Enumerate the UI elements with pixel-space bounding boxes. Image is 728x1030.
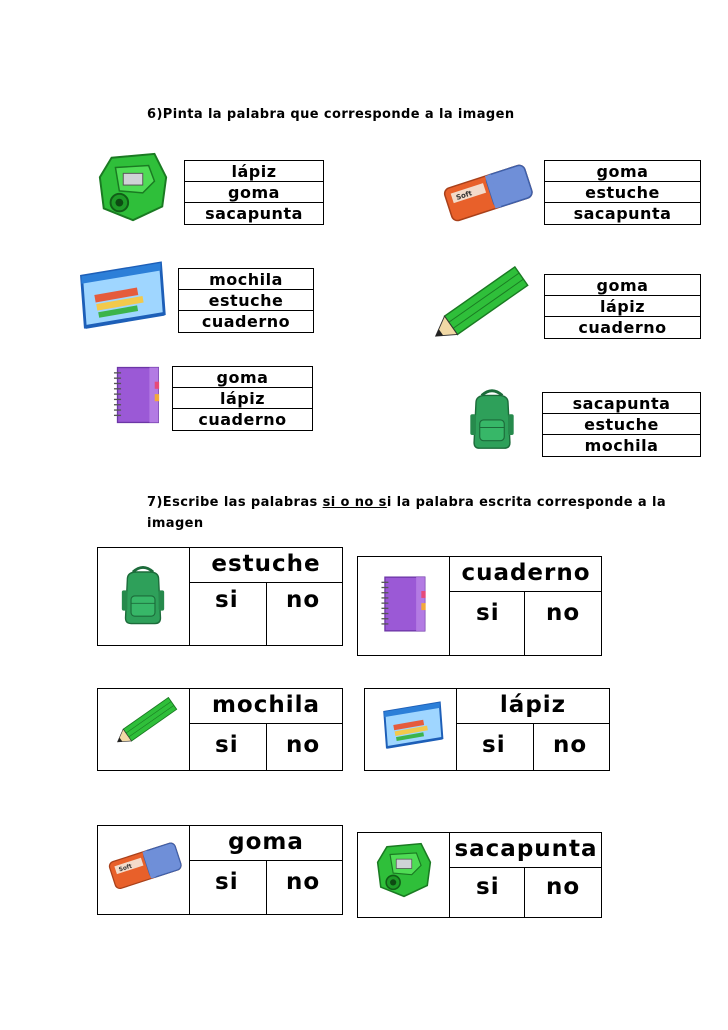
option-word[interactable]: lápiz: [185, 161, 323, 182]
eraser-icon: [104, 838, 186, 892]
no-label[interactable]: no: [546, 874, 581, 900]
word-options-notebook: [172, 366, 313, 431]
sharpener-icon: [372, 839, 436, 901]
section6-heading: 6)Pinta la palabra que corresponde a la imagen: [147, 107, 515, 122]
card-word: estuche: [211, 551, 321, 577]
notebook-icon: [108, 364, 166, 426]
section7-heading: 7)Escribe las palabras si o no si la palabra escrita corresponde a la imagen: [147, 495, 667, 531]
option-word[interactable]: estuche: [545, 182, 700, 203]
pencil-case-icon: [379, 697, 445, 753]
answer-card: [97, 688, 343, 771]
no-label[interactable]: no: [553, 732, 588, 758]
answer-card: [357, 556, 602, 656]
eraser-icon: [438, 160, 538, 224]
card-word: sacapunta: [454, 836, 598, 862]
word-options-pencil: [544, 274, 701, 339]
option-word[interactable]: sacapunta: [543, 393, 700, 414]
option-word[interactable]: goma: [545, 275, 700, 296]
option-word[interactable]: goma: [545, 161, 700, 182]
yes-label[interactable]: si: [482, 732, 506, 758]
card-word: cuaderno: [461, 560, 591, 586]
option-word[interactable]: sacapunta: [573, 204, 672, 223]
yes-label[interactable]: si: [476, 600, 500, 626]
card-word: lápiz: [499, 692, 567, 718]
pencil-icon: [110, 697, 182, 747]
no-label[interactable]: no: [286, 732, 321, 758]
option-word[interactable]: sacapunta: [205, 204, 303, 223]
option-word[interactable]: cuaderno: [201, 312, 291, 331]
yes-label[interactable]: si: [215, 732, 239, 758]
answer-card: [357, 832, 602, 918]
answer-card: [97, 825, 343, 915]
option-word[interactable]: mochila: [584, 436, 659, 455]
backpack-icon: [120, 562, 166, 628]
answer-card: [364, 688, 610, 771]
yes-label[interactable]: si: [215, 587, 239, 613]
yes-label[interactable]: si: [215, 869, 239, 895]
pencil-case-icon: [74, 256, 168, 334]
word-options-backpack: [542, 392, 701, 457]
option-word[interactable]: lápiz: [545, 296, 700, 317]
option-word[interactable]: goma: [173, 367, 312, 388]
no-label[interactable]: no: [286, 869, 321, 895]
yes-label[interactable]: si: [476, 874, 500, 900]
notebook-icon: [378, 571, 430, 637]
pencil-icon: [424, 266, 536, 344]
card-word: goma: [228, 829, 304, 855]
option-word[interactable]: lápiz: [173, 388, 312, 409]
option-word[interactable]: estuche: [543, 414, 700, 435]
option-word[interactable]: estuche: [179, 290, 313, 311]
sharpener-icon: [94, 148, 172, 226]
word-options-eraser: [544, 160, 701, 225]
card-word: mochila: [211, 692, 321, 718]
word-options-pencil-case: [178, 268, 314, 333]
backpack-icon: [468, 386, 516, 452]
option-word[interactable]: goma: [185, 182, 323, 203]
word-options-sharpener: [184, 160, 324, 225]
option-word[interactable]: mochila: [179, 269, 313, 290]
option-word[interactable]: cuaderno: [578, 318, 667, 337]
no-label[interactable]: no: [286, 587, 321, 613]
option-word[interactable]: cuaderno: [198, 410, 287, 429]
answer-card: [97, 547, 343, 646]
no-label[interactable]: no: [546, 600, 581, 626]
